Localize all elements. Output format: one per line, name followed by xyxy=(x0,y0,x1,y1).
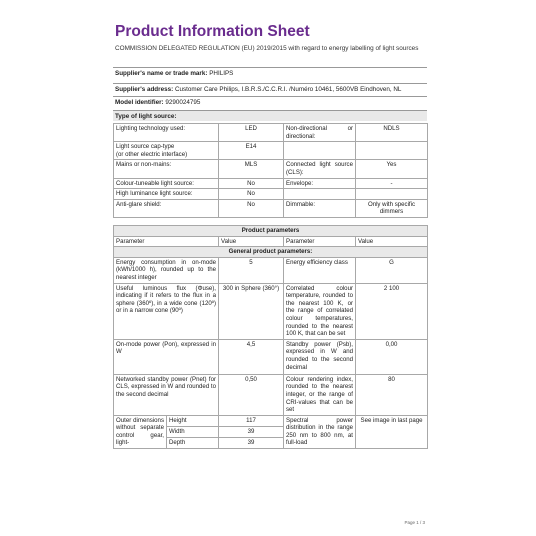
table-row xyxy=(114,142,428,160)
empty-cell xyxy=(356,142,428,160)
column-header-value: Value xyxy=(356,236,428,247)
cap-label xyxy=(114,142,219,160)
table-row xyxy=(114,257,428,283)
supplier-address-label: Supplier's address: xyxy=(115,86,174,93)
standby-power-label: Standby power (Psb), expressed in W and rounded to the second decimal xyxy=(284,339,356,374)
table-row xyxy=(114,178,428,189)
energy-consumption-value: 5 xyxy=(219,257,284,283)
supplier-name-value: PHILIPS xyxy=(209,70,234,77)
cap-label-line-1: Light source cap-type xyxy=(116,143,175,151)
mains-label: Mains or non-mains: xyxy=(114,160,219,178)
empty-cell xyxy=(284,189,356,200)
energy-consumption-label: Energy consumption in on-mode (kWh/1000 h), rounded up to the nearest integer xyxy=(114,257,219,283)
supplier-name-row xyxy=(113,67,427,78)
on-mode-power-value: 4,5 xyxy=(219,339,284,374)
column-header-parameter: Parameter xyxy=(284,236,356,247)
dimmable-value: Only with specific dimmers xyxy=(356,199,428,217)
cap-value: E14 xyxy=(219,142,284,160)
outer-dimensions-label: Outer dimensions without separate control gear, light- xyxy=(114,415,167,448)
page-number: Page 1 / 3 xyxy=(404,520,425,525)
depth-label: Depth xyxy=(167,437,219,448)
supplier-address-row xyxy=(113,83,427,94)
table-row xyxy=(114,415,428,426)
on-mode-power-label: On-mode power (Pon), expressed in W xyxy=(114,339,219,374)
colour-rendering-label: Colour rendering index, rounded to the nearest integer, or the range of CRI-values that can be set xyxy=(284,374,356,415)
height-label: Height xyxy=(167,415,219,426)
dimmable-label: Dimmable: xyxy=(284,199,356,217)
energy-efficiency-label: Energy efficiency class xyxy=(284,257,356,283)
luminous-flux-label: Useful luminous flux (Φuse), indicating if it refers to the flux in a sphere (360º), in a wide cone (120º) or in a narrow cone (90º) xyxy=(114,283,219,339)
energy-efficiency-value: G xyxy=(356,257,428,283)
directional-value: NDLS xyxy=(356,124,428,142)
table-row xyxy=(114,236,428,247)
table-row xyxy=(114,160,428,178)
table-row xyxy=(114,199,428,217)
table-row xyxy=(114,374,428,415)
light-source-type-row xyxy=(113,110,427,121)
high-luminance-label: High luminance light source: xyxy=(114,189,219,200)
anti-glare-value: No xyxy=(219,199,284,217)
spectral-distribution-label: Spectral power distribution in the range 250 nm to 800 nm, at full-load xyxy=(284,415,356,448)
page-title: Product Information Sheet xyxy=(115,23,310,40)
networked-standby-value: 0,50 xyxy=(219,374,284,415)
tech-label: Lighting technology used: xyxy=(114,124,219,142)
directional-label: Non-directional or directional: xyxy=(284,124,356,142)
colour-tuneable-label: Colour-tuneable light source: xyxy=(114,178,219,189)
envelope-label: Envelope: xyxy=(284,178,356,189)
model-identifier-label: Model identifier: xyxy=(115,99,164,106)
model-identifier-value: 9290024795 xyxy=(165,99,201,106)
spectral-distribution-value: See image in last page xyxy=(356,415,428,448)
product-parameters-heading: Product parameters xyxy=(114,226,428,237)
height-value: 117 xyxy=(219,415,284,426)
column-header-value: Value xyxy=(219,236,284,247)
standby-power-value: 0,00 xyxy=(356,339,428,374)
depth-value: 39 xyxy=(219,437,284,448)
empty-cell xyxy=(284,142,356,160)
supplier-name-label: Supplier's name or trade mark: xyxy=(115,70,208,77)
high-luminance-value: No xyxy=(219,189,284,200)
envelope-value: - xyxy=(356,178,428,189)
networked-standby-label: Networked standby power (Pnet) for CLS, expressed in W and rounded to the second decimal xyxy=(114,374,219,415)
anti-glare-label: Anti-glare shield: xyxy=(114,199,219,217)
table-row xyxy=(114,247,428,258)
colour-tuneable-value: No xyxy=(219,178,284,189)
general-parameters-heading: General product parameters: xyxy=(114,247,428,258)
table-row xyxy=(114,189,428,200)
width-value: 39 xyxy=(219,426,284,437)
product-parameters-table xyxy=(113,225,428,449)
tech-value: LED xyxy=(219,124,284,142)
colour-rendering-value: 80 xyxy=(356,374,428,415)
regulation-text: COMMISSION DELEGATED REGULATION (EU) 2019/2015 with regard to energy labelling of light sources xyxy=(115,45,419,52)
table-row xyxy=(114,226,428,237)
table-row xyxy=(114,124,428,142)
colour-temperature-label: Correlated colour temperature, rounded to the nearest 100 K, or the range of correlated colour temperatures, rounded to the nearest 100 K, that can be set xyxy=(284,283,356,339)
light-source-table xyxy=(113,123,428,218)
colour-temperature-value: 2 100 xyxy=(356,283,428,339)
product-information-sheet xyxy=(111,17,427,527)
table-row xyxy=(114,339,428,374)
empty-cell xyxy=(356,189,428,200)
supplier-address-value: Customer Care Philips, I.B.R.S./C.C.R.I. /Numéro 10461, 5600VB Eindhoven, NL xyxy=(174,86,402,93)
mains-value: MLS xyxy=(219,160,284,178)
table-row xyxy=(114,283,428,339)
connected-value: Yes xyxy=(356,160,428,178)
connected-label: Connected light source (CLS): xyxy=(284,160,356,178)
column-header-parameter: Parameter xyxy=(114,236,219,247)
light-source-type-label: Type of light source: xyxy=(115,113,177,120)
width-label: Width xyxy=(167,426,219,437)
cap-label-line-2: (or other electric interface) xyxy=(116,150,188,158)
luminous-flux-value: 300 in Sphere (360°) xyxy=(219,283,284,339)
model-identifier-row xyxy=(113,96,427,107)
